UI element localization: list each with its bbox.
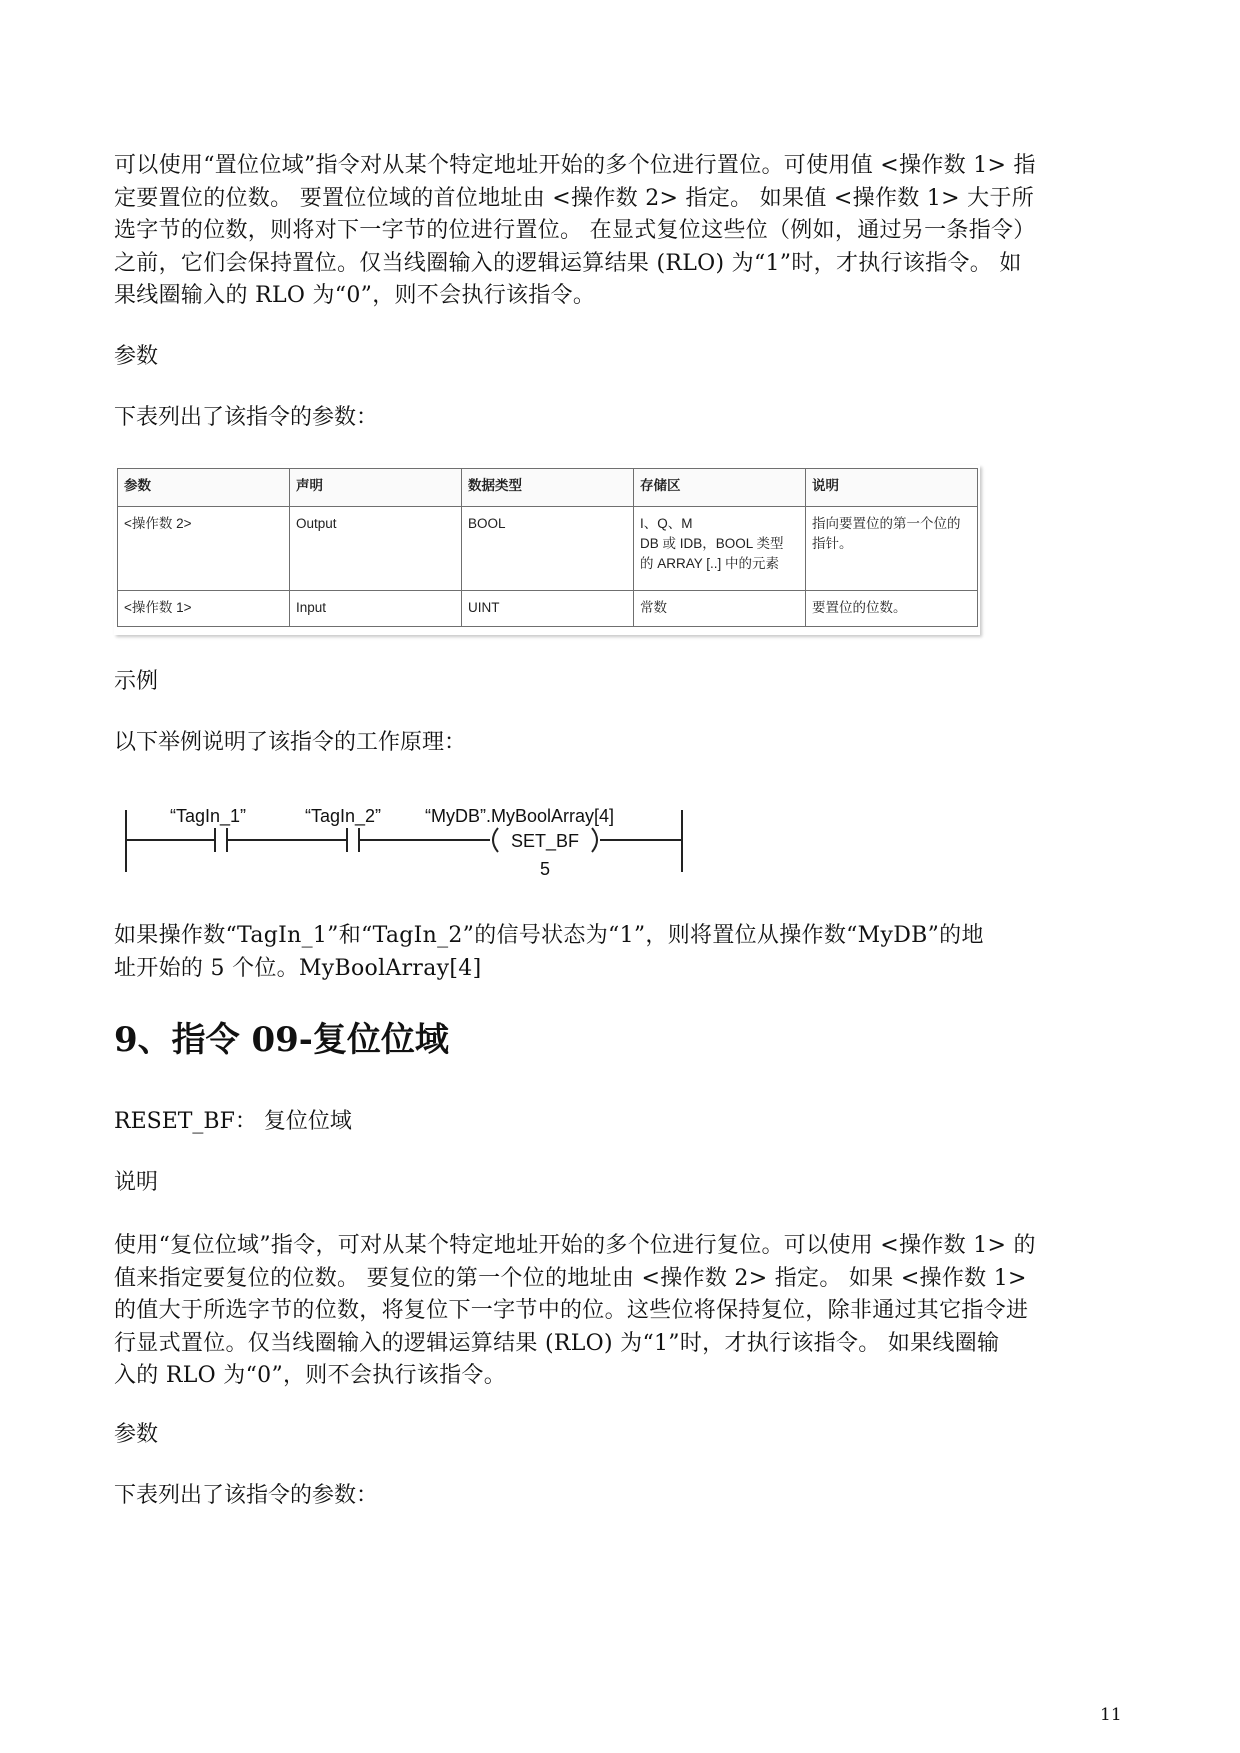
cell-line: I、Q、M <box>640 516 693 531</box>
coil-count-label: 5 <box>539 859 551 879</box>
section-heading: 9、指令 09-复位位域 <box>114 1020 449 1060</box>
table-cell: Input <box>290 591 462 627</box>
coil-left-arc <box>493 828 498 852</box>
table-cell <box>634 507 806 591</box>
header-cell: 参数 <box>118 469 290 507</box>
table-intro: 下表列出了该指令的参数： <box>114 1483 379 1508</box>
text-line: 使用“复位位域”指令，可对从某个特定地址开始的多个位进行复位。可以使用 <操作数 1> 的 <box>114 1233 1036 1258</box>
table-cell <box>806 591 978 627</box>
header-cell: 说明 <box>806 469 978 507</box>
example-intro: 以下举例说明了该指令的工作原理： <box>114 730 467 755</box>
coil-operand-label: “MyDB”.MyBoolArray[4] <box>425 806 615 826</box>
coil-instruction-label: SET_BF <box>510 831 580 851</box>
cell-line: 要置位的位数。 <box>812 600 907 615</box>
table-row <box>118 507 978 591</box>
page-number: 11 <box>1100 1705 1122 1725</box>
text-line: 入的 RLO 为“0”，则不会执行该指令。 <box>114 1363 506 1388</box>
cell-line: 指针。 <box>812 536 853 551</box>
table-cell: <操作数 2> <box>118 507 290 591</box>
text-line: 定要置位的位数。 要置位位域的首位地址由 <操作数 2> 指定。 如果值 <操作数 1> 大于所 <box>114 185 1035 211</box>
text-line: 的值大于所选字节的位数，将复位下一字节中的位。这些位将保持复位，除非通过其它指令进 <box>114 1298 1029 1323</box>
reset-bf-description <box>114 1230 1134 1393</box>
description-label: 说明 <box>114 1170 159 1195</box>
table-cell: UINT <box>462 591 634 627</box>
coil-right-arc <box>592 828 597 852</box>
text-line: 值来指定要复位的位数。 要复位的第一个位的地址由 <操作数 2> 指定。 如果 <操作数 1> <box>114 1265 1027 1291</box>
text-line: 可以使用“置位位域”指令对从某个特定地址开始的多个位进行置位。可使用值 <操作数 1> 指 <box>114 153 1036 178</box>
header-cell: 声明 <box>290 469 462 507</box>
text-line: 选字节的位数，则将对下一字节的位进行置位。 在显式复位这些位（例如，通过另一条指令） <box>114 218 1036 243</box>
params-label: 参数 <box>114 1422 159 1447</box>
table-cell: <操作数 1> <box>118 591 290 627</box>
table-cell: Output <box>290 507 462 591</box>
text-line: 果线圈输入的 RLO 为“0”，则不会执行该指令。 <box>114 283 596 308</box>
params-label: 参数 <box>114 344 159 369</box>
table-cell <box>806 507 978 591</box>
table-intro: 下表列出了该指令的参数： <box>114 405 379 430</box>
table-cell: BOOL <box>462 507 634 591</box>
text-line: 行显式置位。仅当线圈输入的逻辑运算结果 (RLO) 为“1”时，才执行该指令。 如果线圈输 <box>114 1330 1000 1356</box>
instruction-subtitle: RESET_BF： 复位位域 <box>114 1109 352 1134</box>
cell-line: 的 ARRAY [..] 中的元素 <box>640 556 780 571</box>
table-row <box>118 591 978 627</box>
example-result <box>114 920 1134 985</box>
text-line: 址开始的 5 个位。MyBoolArray[4] <box>114 955 482 981</box>
contact-1-label: “TagIn_1” <box>170 806 247 826</box>
parameter-table <box>117 468 978 627</box>
header-cell: 存储区 <box>634 469 806 507</box>
cell-line: DB 或 IDB，BOOL 类型 <box>640 536 784 551</box>
contact-2-label: “TagIn_2” <box>305 806 382 826</box>
ladder-diagram <box>120 790 700 890</box>
text-line: 如果操作数“TagIn_1”和“TagIn_2”的信号状态为“1”，则将置位从操作数“MyDB”的地 <box>114 923 984 948</box>
header-cell: 数据类型 <box>462 469 634 507</box>
cell-line: 常数 <box>640 600 667 615</box>
cell-line: 指向要置位的第一个位的 <box>812 516 961 531</box>
set-bf-description <box>114 150 1134 313</box>
text-line: 之前，它们会保持置位。仅当线圈输入的逻辑运算结果 (RLO) 为“1”时，才执行该指令。 如 <box>114 250 1022 276</box>
example-label: 示例 <box>114 669 159 694</box>
table-cell <box>634 591 806 627</box>
table-header-row <box>118 469 978 507</box>
